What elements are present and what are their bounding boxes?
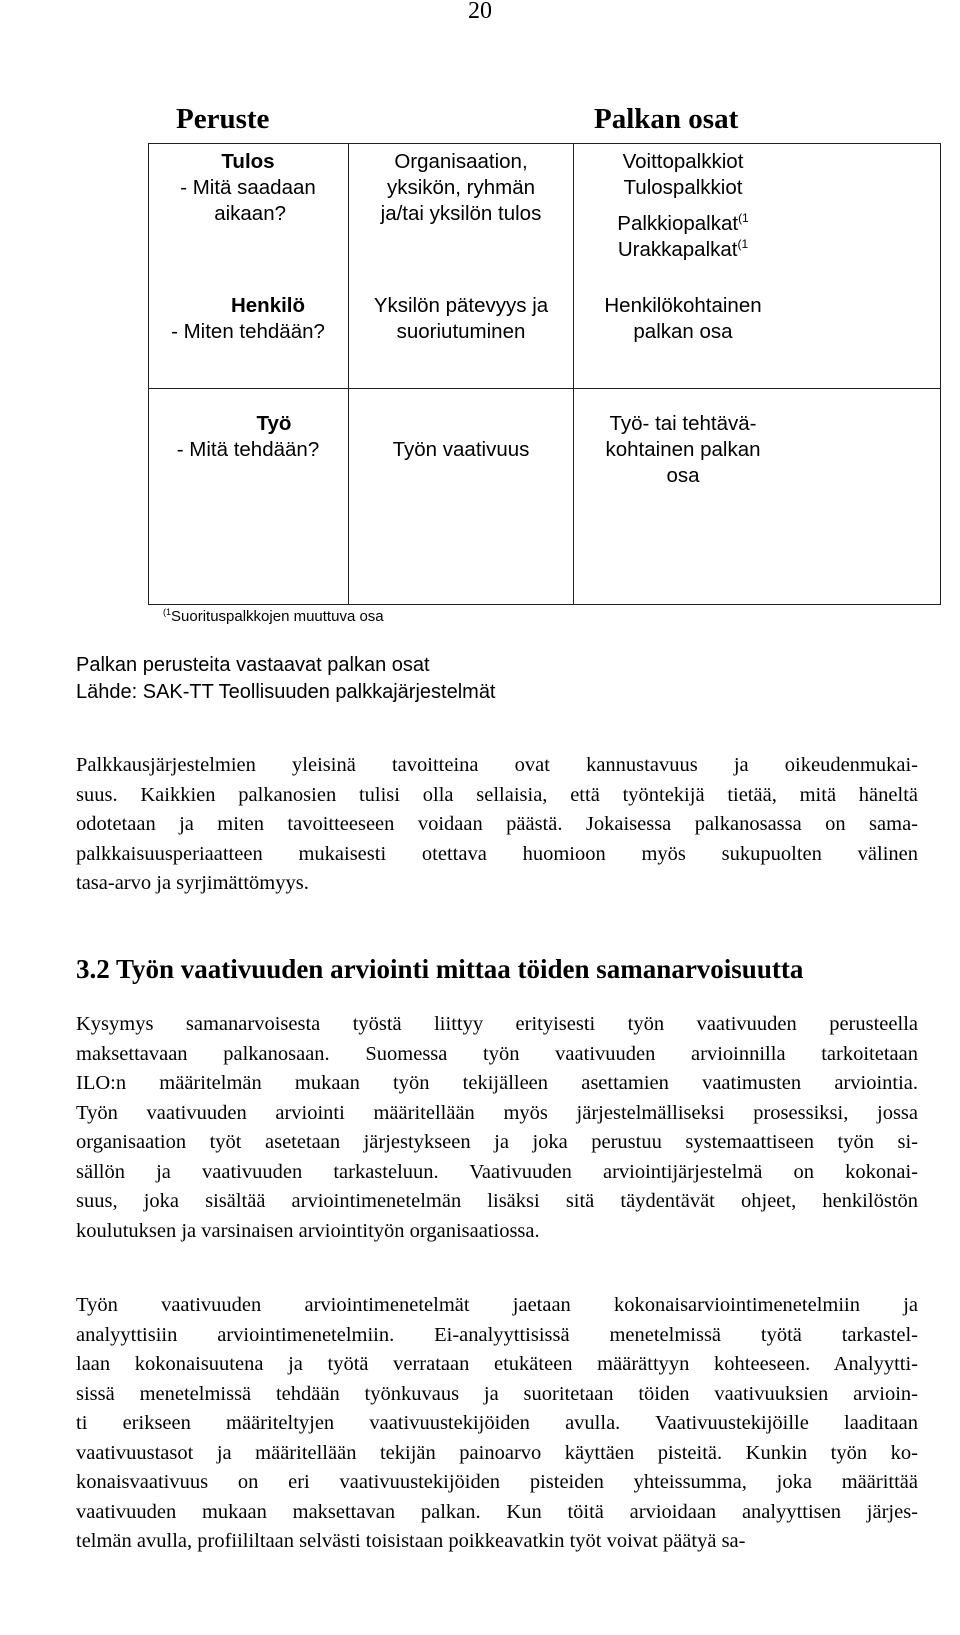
paragraph-line: Kysymys samanarvoisesta työstä liittyy erityisesti työn vaativuuden perusteella: [76, 1013, 918, 1035]
cell-line: palkan osa: [633, 320, 733, 343]
paragraph-line: suus. Kaikkien palkanosien tulisi olla sellaisia, että työntekijä tietää, mitä häneltä: [76, 783, 918, 806]
cell-line: Tulospalkkiot: [623, 176, 743, 199]
cell-line: yksikön, ryhmän: [386, 176, 536, 199]
paragraph-line: vaativuustasot ja määritellään tekijän painoarvo käyttäen pisteitä. Kunkin työn ko-: [76, 1441, 918, 1464]
cell-line: Työn vaativuus: [392, 438, 530, 461]
basis-question: - Mitä tehdään?: [176, 438, 320, 461]
paragraph-line: Työn vaativuuden arviointi määritellään myös järjestelmälliseksi prosessiksi, jossa: [76, 1101, 918, 1124]
section-heading: 3.2 Työn vaativuuden arviointi mittaa töiden samanarvoisuutta: [76, 954, 804, 984]
table-cell-parts-tulos: [577, 149, 789, 263]
paragraph-line: vaativuuden mukaan maksettavan palkan. Kun töitä arvioidaan analyyttisen järjes-: [76, 1500, 918, 1523]
paragraph-line: Työn vaativuuden arviointimenetelmät jaetaan kokonaisarviointimenetelmiin ja: [76, 1294, 918, 1316]
table-divider-1: [348, 143, 349, 605]
table-divider-2: [573, 143, 574, 605]
table-cell-middle-tyo: [352, 437, 570, 463]
cell-line: Työ- tai tehtävä-: [609, 412, 757, 435]
table-cell-basis-henkilo: [152, 293, 344, 345]
footnote-marker: (1: [163, 607, 172, 617]
basis-question: - Miten tehdään?: [171, 320, 325, 343]
table-cell-parts-tyo: [577, 411, 789, 489]
paragraph-line: analyyttisiin arviointimenetelmiin. Ei-analyyttisissä menetelmissä työtä tarkastel-: [76, 1323, 918, 1346]
paragraph-line: tasa-arvo ja syrjimättömyys.: [76, 872, 309, 894]
cell-line: Henkilökohtainen: [604, 294, 762, 317]
paragraph-evaluation-methods: [76, 1291, 918, 1557]
basis-title: Työ: [256, 412, 292, 435]
paragraph-line: palkkaisuusperiaatteen mukaisesti otettava huomioon myös sukupuolten välinen: [76, 842, 918, 865]
figure-caption: [76, 652, 496, 706]
footnote-marker: (1: [737, 237, 749, 252]
cell-line: [577, 211, 789, 237]
paragraph-line: konaisvaativuus on eri vaativuustekijöiden pisteiden yhteissumma, joka määrittää: [76, 1471, 918, 1493]
basis-question: - Mitä saadaan: [180, 176, 316, 199]
cell-line: [577, 237, 789, 263]
paragraph-line: odotetaan ja miten tavoitteeseen voidaan päästä. Jokaisessa palkanosassa on sama-: [76, 813, 918, 835]
cell-line: kohtainen palkan: [605, 438, 761, 461]
paragraph-line: suus, joka sisältää arviointimenetelmän lisäksi sitä täydentävät ohjeet, henkilöstön: [76, 1190, 918, 1212]
table-cell-middle-tulos: [352, 149, 570, 227]
paragraph-line: koulutuksen ja varsinaisen arviointityön organisaatiossa.: [76, 1219, 540, 1242]
paragraph-line: maksettavaan palkanosaan. Suomessa työn vaativuuden arvioinnilla tarkoitetaan: [76, 1042, 918, 1065]
paragraph-line: ILO:n määritelmän mukaan työn tekijälleen asettamien vaatimusten arviointia.: [76, 1072, 918, 1094]
cell-line: ja/tai yksilön tulos: [380, 202, 542, 225]
table-row-divider: [148, 388, 941, 389]
paragraph-line: sällön ja vaativuuden tarkasteluun. Vaativuuden arviointijärjestelmä on kokonai-: [76, 1160, 918, 1183]
paragraph-line: laan kokonaisuutena ja työtä verrataan etukäteen määrättyyn kohteeseen. Analyytti-: [76, 1353, 918, 1375]
page-number: 20: [468, 0, 492, 24]
cell-line: Yksilön pätevyys ja: [373, 294, 549, 317]
caption-source: Lähde: SAK-TT Teollisuuden palkkajärjestelmät: [76, 681, 496, 703]
table-cell-basis-tyo: [152, 411, 344, 463]
cell-text: Urakkapalkat: [617, 238, 738, 261]
cell-line: Voittopalkkiot: [622, 150, 744, 173]
column-header-peruste: Peruste: [176, 103, 270, 135]
paragraph-goals: [76, 751, 918, 899]
cell-line: osa: [666, 464, 700, 487]
table-footnote: [163, 608, 384, 625]
footnote-marker: (1: [738, 211, 749, 226]
table-cell-basis-tulos: [152, 149, 344, 227]
paragraph-line: ti erikseen määriteltyjen vaativuustekijöiden avulla. Vaativuustekijöille laaditaan: [76, 1412, 918, 1434]
paragraph-line: Palkkausjärjestelmien yleisinä tavoitteina ovat kannustavuus ja oikeudenmukai-: [76, 754, 918, 776]
caption-title: Palkan perusteita vastaavat palkan osat: [76, 654, 430, 676]
basis-title: Tulos: [221, 150, 275, 173]
table-cell-parts-henkilo: [577, 293, 789, 345]
column-header-palkan-osat: Palkan osat: [594, 103, 739, 135]
table-cell-middle-henkilo: [352, 293, 570, 345]
cell-line: suoriutuminen: [396, 320, 526, 343]
basis-question-cont: aikaan?: [214, 202, 286, 225]
basis-title: Henkilö: [230, 294, 306, 317]
paragraph-line: sissä menetelmissä tehdään työnkuvaus ja suoritetaan töiden vaativuuksien arvioin-: [76, 1382, 918, 1405]
footnote-text: Suorituspalkkojen muuttuva osa: [171, 608, 384, 625]
cell-line: Organisaation,: [394, 150, 528, 173]
paragraph-line: telmän avulla, profiililtaan selvästi toisistaan poikkeavatkin työt voivat päätyä sa-: [76, 1530, 746, 1552]
paragraph-job-evaluation: [76, 1010, 918, 1246]
paragraph-line: organisaation työt asetetaan järjestykseen ja joka perustuu systemaattiseen työn si-: [76, 1131, 918, 1153]
cell-text: Palkkiopalkat: [617, 212, 739, 235]
